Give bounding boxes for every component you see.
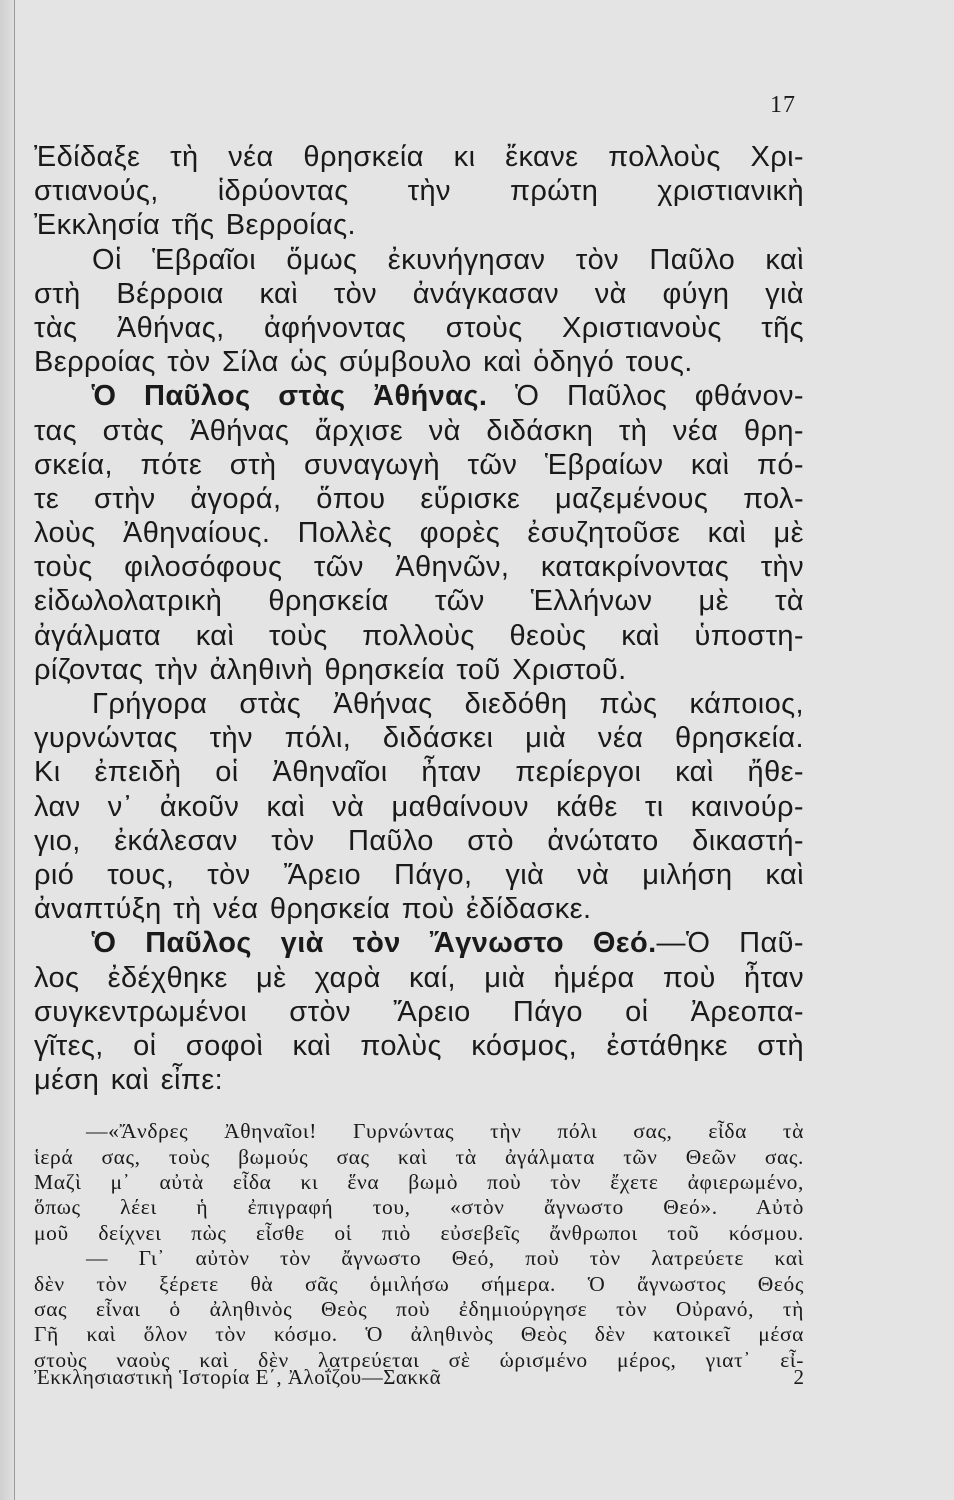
line-text: σκεία, πότε στὴ συναγωγὴ τῶν Ἑβραίων καὶ πό- [34,448,804,481]
line-text: λοὺς Ἀθηναίους. Πολλὲς φορὲς ἐσυζητοῦσε καὶ μὲ [34,517,804,550]
line-text: —Ὁ Παῦ- [656,927,804,960]
text-line [34,174,804,208]
line-text: ρίζοντας τὴν ἀληθινὴ θρησκεία τοῦ Χριστοῦ. [34,653,627,686]
text-line [34,653,804,687]
line-text: Βερροίας τὸν Σίλα ὡς σύμβουλο καὶ ὁδηγό τους. [34,346,693,379]
text-line [34,1272,804,1297]
line-text: Ὁ Παῦλος φθάνον- [487,380,804,413]
printer-signature: Ἐκκλησιαστικὴ Ἱστορία Ε΄, Ἀλοΐζου—Σακκᾶ [34,1365,442,1389]
section-heading: Ὁ Παῦλος γιὰ τὸν Ἄγνωστο Θεό. [92,927,657,960]
text-line [34,1246,804,1271]
line-text: τας στὰς Ἀθήνας ἄρχισε νὰ διδάσκη τὴ νέα θρη- [34,414,804,447]
line-text: τε στὴν ἀγορά, ὅπου εὕρισκε μαζεμένους πολ- [34,482,804,515]
text-line [34,550,804,584]
line-text: ὅπως λέει ἡ ἐπιγραφή του, «στὸν ἄγνωστο Θεό». Αὐτὸ [34,1195,804,1220]
line-text: γυρνώντας τὴν πόλι, διδάσκει μιὰ νέα θρησκεία. [34,722,804,755]
text-line [34,379,804,413]
line-text: Κι ἐπειδὴ οἱ Ἀθηναῖοι ἦταν περίεργοι καὶ ἤθε- [34,756,804,789]
line-text: σας εἶναι ὁ ἀληθινὸς Θεὸς ποὺ ἐδημιούργησε τὸν Οὐρανό, τὴ [34,1296,804,1321]
text-line [34,619,804,653]
line-text: δὲν τὸν ξέρετε θὰ σᾶς ὁμιλήσω σήμερα. Ὁ ἄγνωστος Θεός [34,1271,804,1296]
line-text: ἱερά σας, τοὺς βωμούς σας καὶ τὰ ἀγάλματα τῶν Θεῶν σας. [34,1144,804,1169]
text-line [34,208,804,242]
text-line [34,1322,804,1347]
main-text [34,140,804,1097]
line-text: Μαζὶ μ᾽ αὐτὰ εἶδα κι ἕνα βωμὸ ποὺ τὸν ἔχετε ἀφιερωμένο, [34,1170,804,1195]
line-text: μέση καὶ εἶπε: [34,1064,224,1097]
text-line [34,892,804,926]
text-line [34,995,804,1029]
text-line [34,858,804,892]
text-line [34,926,804,960]
line-text: στοὺς ναοὺς καὶ δὲν λατρεύεται σὲ ὡρισμένο μέρος, γιατ᾽ εἶ- [34,1347,804,1372]
line-text: Οἱ Ἑβραῖοι ὅμως ἐκυνήγησαν τὸν Παῦλο καὶ [92,243,804,276]
line-text: — Γι᾽ αὐτὸν τὸν ἄγνωστο Θεό, ποὺ τὸν λατρεύετε καὶ [86,1246,804,1271]
text-line [34,345,804,379]
text-line [34,1195,804,1220]
line-text: ἀναπτύξη τὴ νέα θρησκεία ποὺ ἐδίδασκε. [34,893,592,926]
text-line [34,1170,804,1195]
line-text: γιο, ἐκάλεσαν τὸν Παῦλο στὸ ἀνώτατο δικαστή- [34,824,804,857]
text-line [34,790,804,824]
text-line [34,1029,804,1063]
text-line [34,755,804,789]
text-line [34,140,804,174]
line-text: ἀγάλματα καὶ τοὺς πολλοὺς θεοὺς καὶ ὑποστη- [34,619,804,652]
text-line [34,824,804,858]
sheet-number: 2 [793,1365,804,1389]
text-line [34,961,804,995]
quoted-speech [34,1119,804,1373]
line-text: στιανούς, ἱδρύοντας τὴν πρώτη χριστιανικὴ [34,175,804,208]
text-line [34,311,804,345]
line-text: τοὺς φιλοσόφους τῶν Ἀθηνῶν, κατακρίνοντας τὴν [34,551,804,584]
line-text: στὴ Βέρροια καὶ τὸν ἀνάγκασαν νὰ φύγη γιὰ [34,277,804,310]
section-heading: Ὁ Παῦλος στὰς Ἀθήνας. [92,380,488,413]
text-line [34,414,804,448]
text-line [34,277,804,311]
text-line [34,721,804,755]
text-line [34,687,804,721]
text-line [34,482,804,516]
line-text: μοῦ δείχνει πὼς εἶσθε οἱ πιὸ εὐσεβεῖς ἄνθρωποι τοῦ κόσμου. [34,1220,804,1245]
text-line [34,1119,804,1144]
text-line [34,584,804,618]
page-number: 17 [770,92,796,118]
line-text: λος ἐδέχθηκε μὲ χαρὰ καί, μιὰ ἡμέρα ποὺ ἦταν [34,961,804,994]
text-line [34,1063,804,1097]
text-line [34,243,804,277]
page-binding-edge [0,0,15,1500]
line-text: εἰδωλολατρικὴ θρησκεία τῶν Ἑλλήνων μὲ τὰ [34,585,804,618]
line-text: συγκεντρωμένοι στὸν Ἄρειο Πάγο οἱ Ἀρεοπα- [34,995,804,1028]
text-line [34,516,804,550]
line-text: Γρήγορα στὰς Ἀθήνας διεδόθη πὼς κάποιος, [92,688,804,720]
line-text: τὰς Ἀθήνας, ἀφήνοντας στοὺς Χριστιανοὺς τῆς [34,311,804,344]
line-text: γῖτες, οἱ σοφοὶ καὶ πολὺς κόσμος, ἐστάθηκε στὴ [34,1029,804,1062]
line-text: ριό τους, τὸν Ἄρειο Πάγο, γιὰ νὰ μιλήση καὶ [34,858,804,891]
line-text: Ἐκκλησία τῆς Βερροίας. [34,209,357,242]
line-text: λαν ν᾽ ἀκοῦν καὶ νὰ μαθαίνουν κάθε τι καινούρ- [34,790,804,823]
text-line [34,1297,804,1322]
text-line [34,1145,804,1170]
page-body [34,140,804,1373]
line-text: —«Ἄνδρες Ἀθηναῖοι! Γυρνώντας τὴν πόλι σας, εἶδα τὰ [86,1119,804,1144]
text-line [34,1221,804,1246]
line-text: Ἐδίδαξε τὴ νέα θρησκεία κι ἔκανε πολλοὺς Χρι- [34,141,804,173]
line-text: Γῆ καὶ ὅλον τὸν κόσμο. Ὁ ἀληθινὸς Θεὸς δὲν κατοικεῖ μέσα [34,1322,804,1347]
text-line [34,448,804,482]
